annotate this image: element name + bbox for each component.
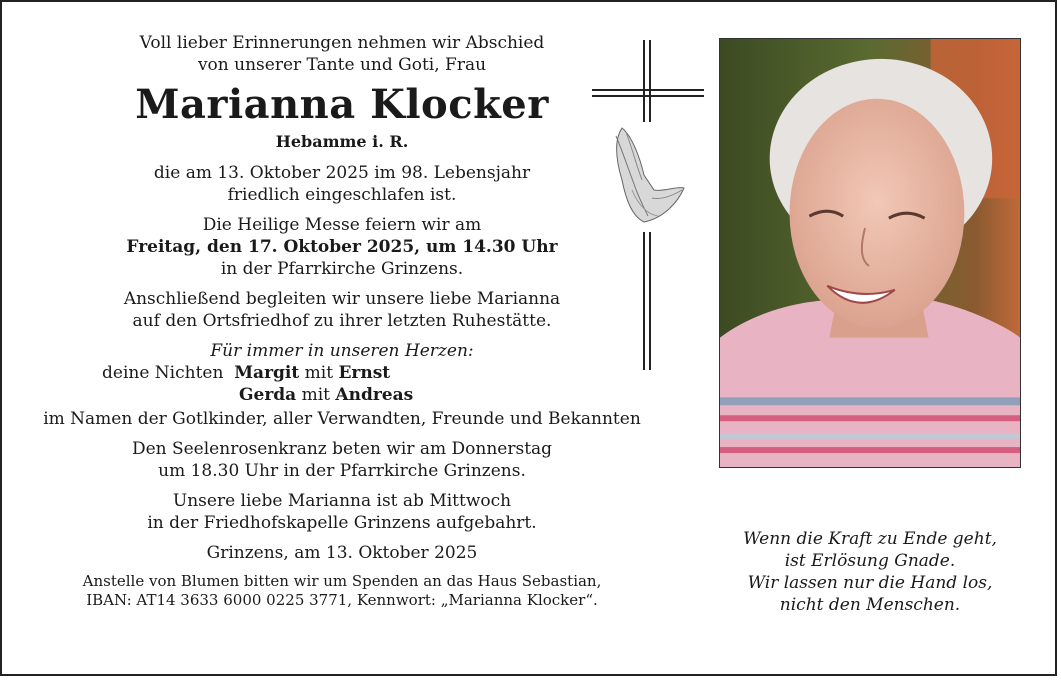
mass-line-1: Die Heilige Messe feiern wir am <box>202 215 482 235</box>
burial-line-2: auf den Ortsfriedhof zu ihrer letzten Ruhestätte. <box>132 311 552 331</box>
laid-out-notice <box>22 490 662 534</box>
donation-line-1: Anstelle von Blumen bitten wir um Spenden an das Haus Sebastian, <box>82 572 602 590</box>
deceased-photo <box>719 38 1021 468</box>
mourner-with-1: mit <box>304 363 334 383</box>
quote-line-2: ist Erlösung Gnade. <box>784 551 956 571</box>
death-notice <box>22 162 662 206</box>
cross-horizontal-bottom <box>592 95 704 97</box>
mourner-andreas: Andreas <box>335 385 414 405</box>
obituary-text <box>22 32 662 610</box>
laid-out-line-2: in der Friedhofskapelle Grinzens aufgebahrt. <box>147 513 537 533</box>
burial-notice <box>22 288 662 332</box>
donation-line-2: IBAN: AT14 3633 6000 0225 3771, Kennwort: „Marianna Klocker“. <box>86 591 598 609</box>
praying-hands-icon <box>608 122 684 232</box>
mourners-row-2 <box>102 384 662 406</box>
forever-line: Für immer in unseren Herzen: <box>210 341 474 361</box>
rosary-notice <box>22 438 662 482</box>
closing-quote <box>719 528 1021 616</box>
deceased-title: Hebamme i. R. <box>275 132 409 151</box>
death-line-1: die am 13. Oktober 2025 im 98. Lebensjahr <box>153 163 531 183</box>
mourners-prefix: deine Nichten <box>102 363 224 383</box>
quote-line-4: nicht den Menschen. <box>779 595 961 615</box>
mourners-row-1 <box>102 362 662 384</box>
quote-line-1: Wenn die Kraft zu Ende geht, <box>743 529 997 549</box>
intro-line-2: von unserer Tante und Goti, Frau <box>197 55 487 75</box>
on-behalf-line: im Namen der Gotlkinder, aller Verwandten, Freunde und Bekannten <box>43 409 641 429</box>
cross-horizontal-top <box>592 89 704 91</box>
laid-out-line-1: Unsere liebe Marianna ist ab Mittwoch <box>172 491 512 511</box>
mourner-ernst: Ernst <box>338 363 391 383</box>
mourner-margit: Margit <box>234 363 300 383</box>
mourner-gerda: Gerda <box>239 385 297 405</box>
mass-notice <box>22 214 662 280</box>
rosary-line-2: um 18.30 Uhr in der Pfarrkirche Grinzens. <box>158 461 526 481</box>
mourners-block <box>102 362 662 406</box>
cross-with-praying-hands-icon <box>592 40 704 370</box>
mass-line-3: in der Pfarrkirche Grinzens. <box>220 259 464 279</box>
burial-line-1: Anschließend begleiten wir unsere liebe Marianna <box>123 289 561 309</box>
deceased-name: Marianna Klocker <box>135 81 549 128</box>
intro-line-1: Voll lieber Erinnerungen nehmen wir Abschied <box>139 33 545 53</box>
mass-date: Freitag, den 17. Oktober 2025, um 14.30 Uhr <box>126 237 558 257</box>
mourner-with-2: mit <box>301 385 330 405</box>
quote-line-3: Wir lassen nur die Hand los, <box>747 573 993 593</box>
place-date: Grinzens, am 13. Oktober 2025 <box>206 543 478 563</box>
death-line-2: friedlich eingeschlafen ist. <box>227 185 457 205</box>
rosary-line-1: Den Seelenrosenkranz beten wir am Donnerstag <box>131 439 553 459</box>
